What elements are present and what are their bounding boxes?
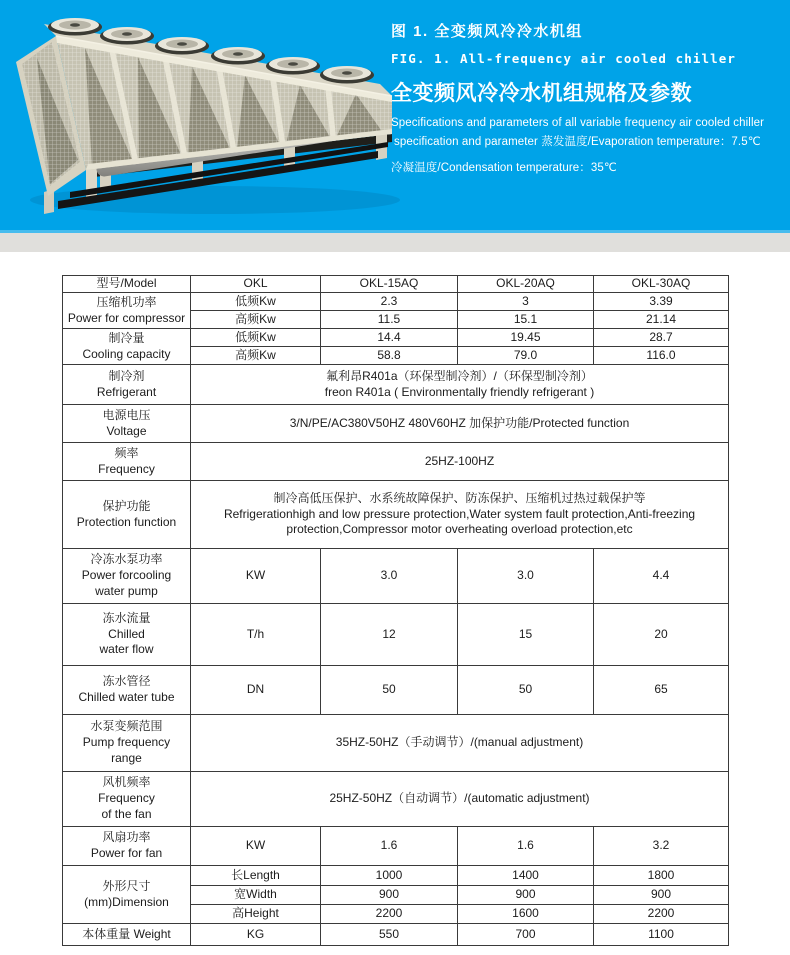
- unit-cell: KW: [191, 827, 321, 866]
- value-cell: 21.14: [594, 311, 729, 329]
- unit-cell: 低频Kw: [191, 329, 321, 347]
- value-cell-protection: 制冷高低压保护、水系统故障保护、防冻保护、压缩机过热过载保护等 Refrigerationhigh and low pressure protection,Water system fault protection,Anti-freezing protection,Compressor motor overheating overload protection,etc: [191, 481, 729, 549]
- table-row: [63, 365, 729, 405]
- value-cell: 20: [594, 604, 729, 666]
- row-label-weight: 本体重量 Weight: [63, 924, 191, 946]
- value-cell-refrigerant: 氟利昂R401a（环保型制冷剂）/（环保型制冷剂） freon R401a ( Environmentally friendly refrigerant ): [191, 365, 729, 405]
- table-row: [63, 481, 729, 549]
- unit-cell: KW: [191, 549, 321, 604]
- value-cell: 1600: [458, 905, 594, 924]
- value-cell: 2.3: [321, 293, 458, 311]
- unit-cell: 高Height: [191, 905, 321, 924]
- table-section: [0, 252, 790, 946]
- table-row: [63, 549, 729, 604]
- col-header-model: 型号/Model: [63, 276, 191, 293]
- table-row: [63, 666, 729, 715]
- value-cell: 1.6: [458, 827, 594, 866]
- col-header-okl30: OKL-30AQ: [594, 276, 729, 293]
- value-cell: 3: [458, 293, 594, 311]
- value-cell: 14.4: [321, 329, 458, 347]
- value-cell-voltage: 3/N/PE/AC380V50HZ 480V60HZ 加保护功能/Protected function: [191, 405, 729, 443]
- value-cell: 550: [321, 924, 458, 946]
- value-cell: 1.6: [321, 827, 458, 866]
- fan-3: [155, 37, 209, 55]
- value-cell: 65: [594, 666, 729, 715]
- row-label-water-tube: 冻水管径 Chilled water tube: [63, 666, 191, 715]
- unit-cell: 宽Width: [191, 886, 321, 905]
- row-label-pump-frequency-range: 水泵变频范围 Pump frequency range: [63, 715, 191, 772]
- table-row: [63, 604, 729, 666]
- row-label-dimension: 外形尺寸 (mm)Dimension: [63, 866, 191, 924]
- unit-cell: KG: [191, 924, 321, 946]
- table-row: [63, 443, 729, 481]
- subtitle-en: Specifications and parameters of all variable frequency air cooled chiller: [391, 117, 765, 129]
- subtitle-evaporation: specification and parameter 蒸发温度/Evaporation temperature：7.5℃: [394, 136, 761, 148]
- value-cell: 19.45: [458, 329, 594, 347]
- value-cell: 2200: [594, 905, 729, 924]
- value-cell: 15.1: [458, 311, 594, 329]
- value-cell: 58.8: [321, 347, 458, 365]
- subtitle-condensation: 冷凝温度/Condensation temperature：35℃: [391, 162, 617, 174]
- col-header-okl20: OKL-20AQ: [458, 276, 594, 293]
- row-label-cooling-capacity: 制冷量 Cooling capacity: [63, 329, 191, 365]
- unit-cell: 高频Kw: [191, 347, 321, 365]
- value-cell: 50: [458, 666, 594, 715]
- value-cell: 900: [321, 886, 458, 905]
- row-label-refrigerant: 制冷剂 Refrigerant: [63, 365, 191, 405]
- value-cell-pump-frequency: 35HZ-50HZ（手动调节）/(manual adjustment): [191, 715, 729, 772]
- table-row: [63, 405, 729, 443]
- hero-text-block: [391, 20, 789, 175]
- spec-table: [62, 275, 729, 946]
- unit-cell: T/h: [191, 604, 321, 666]
- product-photo: [0, 0, 400, 233]
- value-cell: 12: [321, 604, 458, 666]
- row-label-pump-power: 冷冻水泵功率 Power forcooling water pump: [63, 549, 191, 604]
- table-row: [63, 924, 729, 946]
- fan-5: [266, 57, 320, 75]
- unit-cell: 低频Kw: [191, 293, 321, 311]
- row-label-voltage: 电源电压 Voltage: [63, 405, 191, 443]
- figure-caption-en: FIG. 1. All-frequency air cooled chiller: [391, 51, 737, 66]
- value-cell: 3.0: [458, 549, 594, 604]
- chiller-illustration: [0, 0, 400, 233]
- value-cell: 4.4: [594, 549, 729, 604]
- value-cell: 50: [321, 666, 458, 715]
- col-header-okl15: OKL-15AQ: [321, 276, 458, 293]
- page-title: 全变频风冷冷水机组规格及参数: [391, 82, 692, 105]
- table-row: [63, 866, 729, 886]
- unit-cell: 高频Kw: [191, 311, 321, 329]
- value-cell: 3.0: [321, 549, 458, 604]
- divider-band: [0, 233, 790, 252]
- table-row: [63, 827, 729, 866]
- value-cell: 700: [458, 924, 594, 946]
- figure-caption-zh: 图 1. 全变频风冷冷水机组: [391, 23, 583, 40]
- value-cell: 3.2: [594, 827, 729, 866]
- fan-1: [48, 18, 102, 36]
- row-label-fan-frequency: 风机频率 Frequency of the fan: [63, 772, 191, 827]
- table-row: [63, 276, 729, 293]
- row-label-protection: 保护功能 Protection function: [63, 481, 191, 549]
- table-row: [63, 715, 729, 772]
- row-label-frequency: 频率 Frequency: [63, 443, 191, 481]
- value-cell: 3.39: [594, 293, 729, 311]
- value-cell: 900: [458, 886, 594, 905]
- col-header-okl: OKL: [191, 276, 321, 293]
- value-cell: 116.0: [594, 347, 729, 365]
- value-cell: 900: [594, 886, 729, 905]
- value-cell: 15: [458, 604, 594, 666]
- row-label-fan-power: 风扇功率 Power for fan: [63, 827, 191, 866]
- value-cell: 2200: [321, 905, 458, 924]
- value-cell: 1400: [458, 866, 594, 886]
- table-row: [63, 329, 729, 347]
- table-row: [63, 772, 729, 827]
- value-cell: 11.5: [321, 311, 458, 329]
- value-cell-frequency: 25HZ-100HZ: [191, 443, 729, 481]
- unit-cell: DN: [191, 666, 321, 715]
- fan-6: [320, 66, 374, 84]
- fan-4: [211, 47, 265, 65]
- value-cell: 1000: [321, 866, 458, 886]
- value-cell: 1100: [594, 924, 729, 946]
- value-cell-fan-frequency: 25HZ-50HZ（自动调节）/(automatic adjustment): [191, 772, 729, 827]
- value-cell: 28.7: [594, 329, 729, 347]
- row-label-water-flow: 冻水流量 Chilled water flow: [63, 604, 191, 666]
- value-cell: 1800: [594, 866, 729, 886]
- table-row: [63, 293, 729, 311]
- unit-cell: 长Length: [191, 866, 321, 886]
- fan-2: [100, 27, 154, 45]
- hero-banner: [0, 0, 790, 233]
- value-cell: 79.0: [458, 347, 594, 365]
- row-label-compressor: 压缩机功率 Power for compressor: [63, 293, 191, 329]
